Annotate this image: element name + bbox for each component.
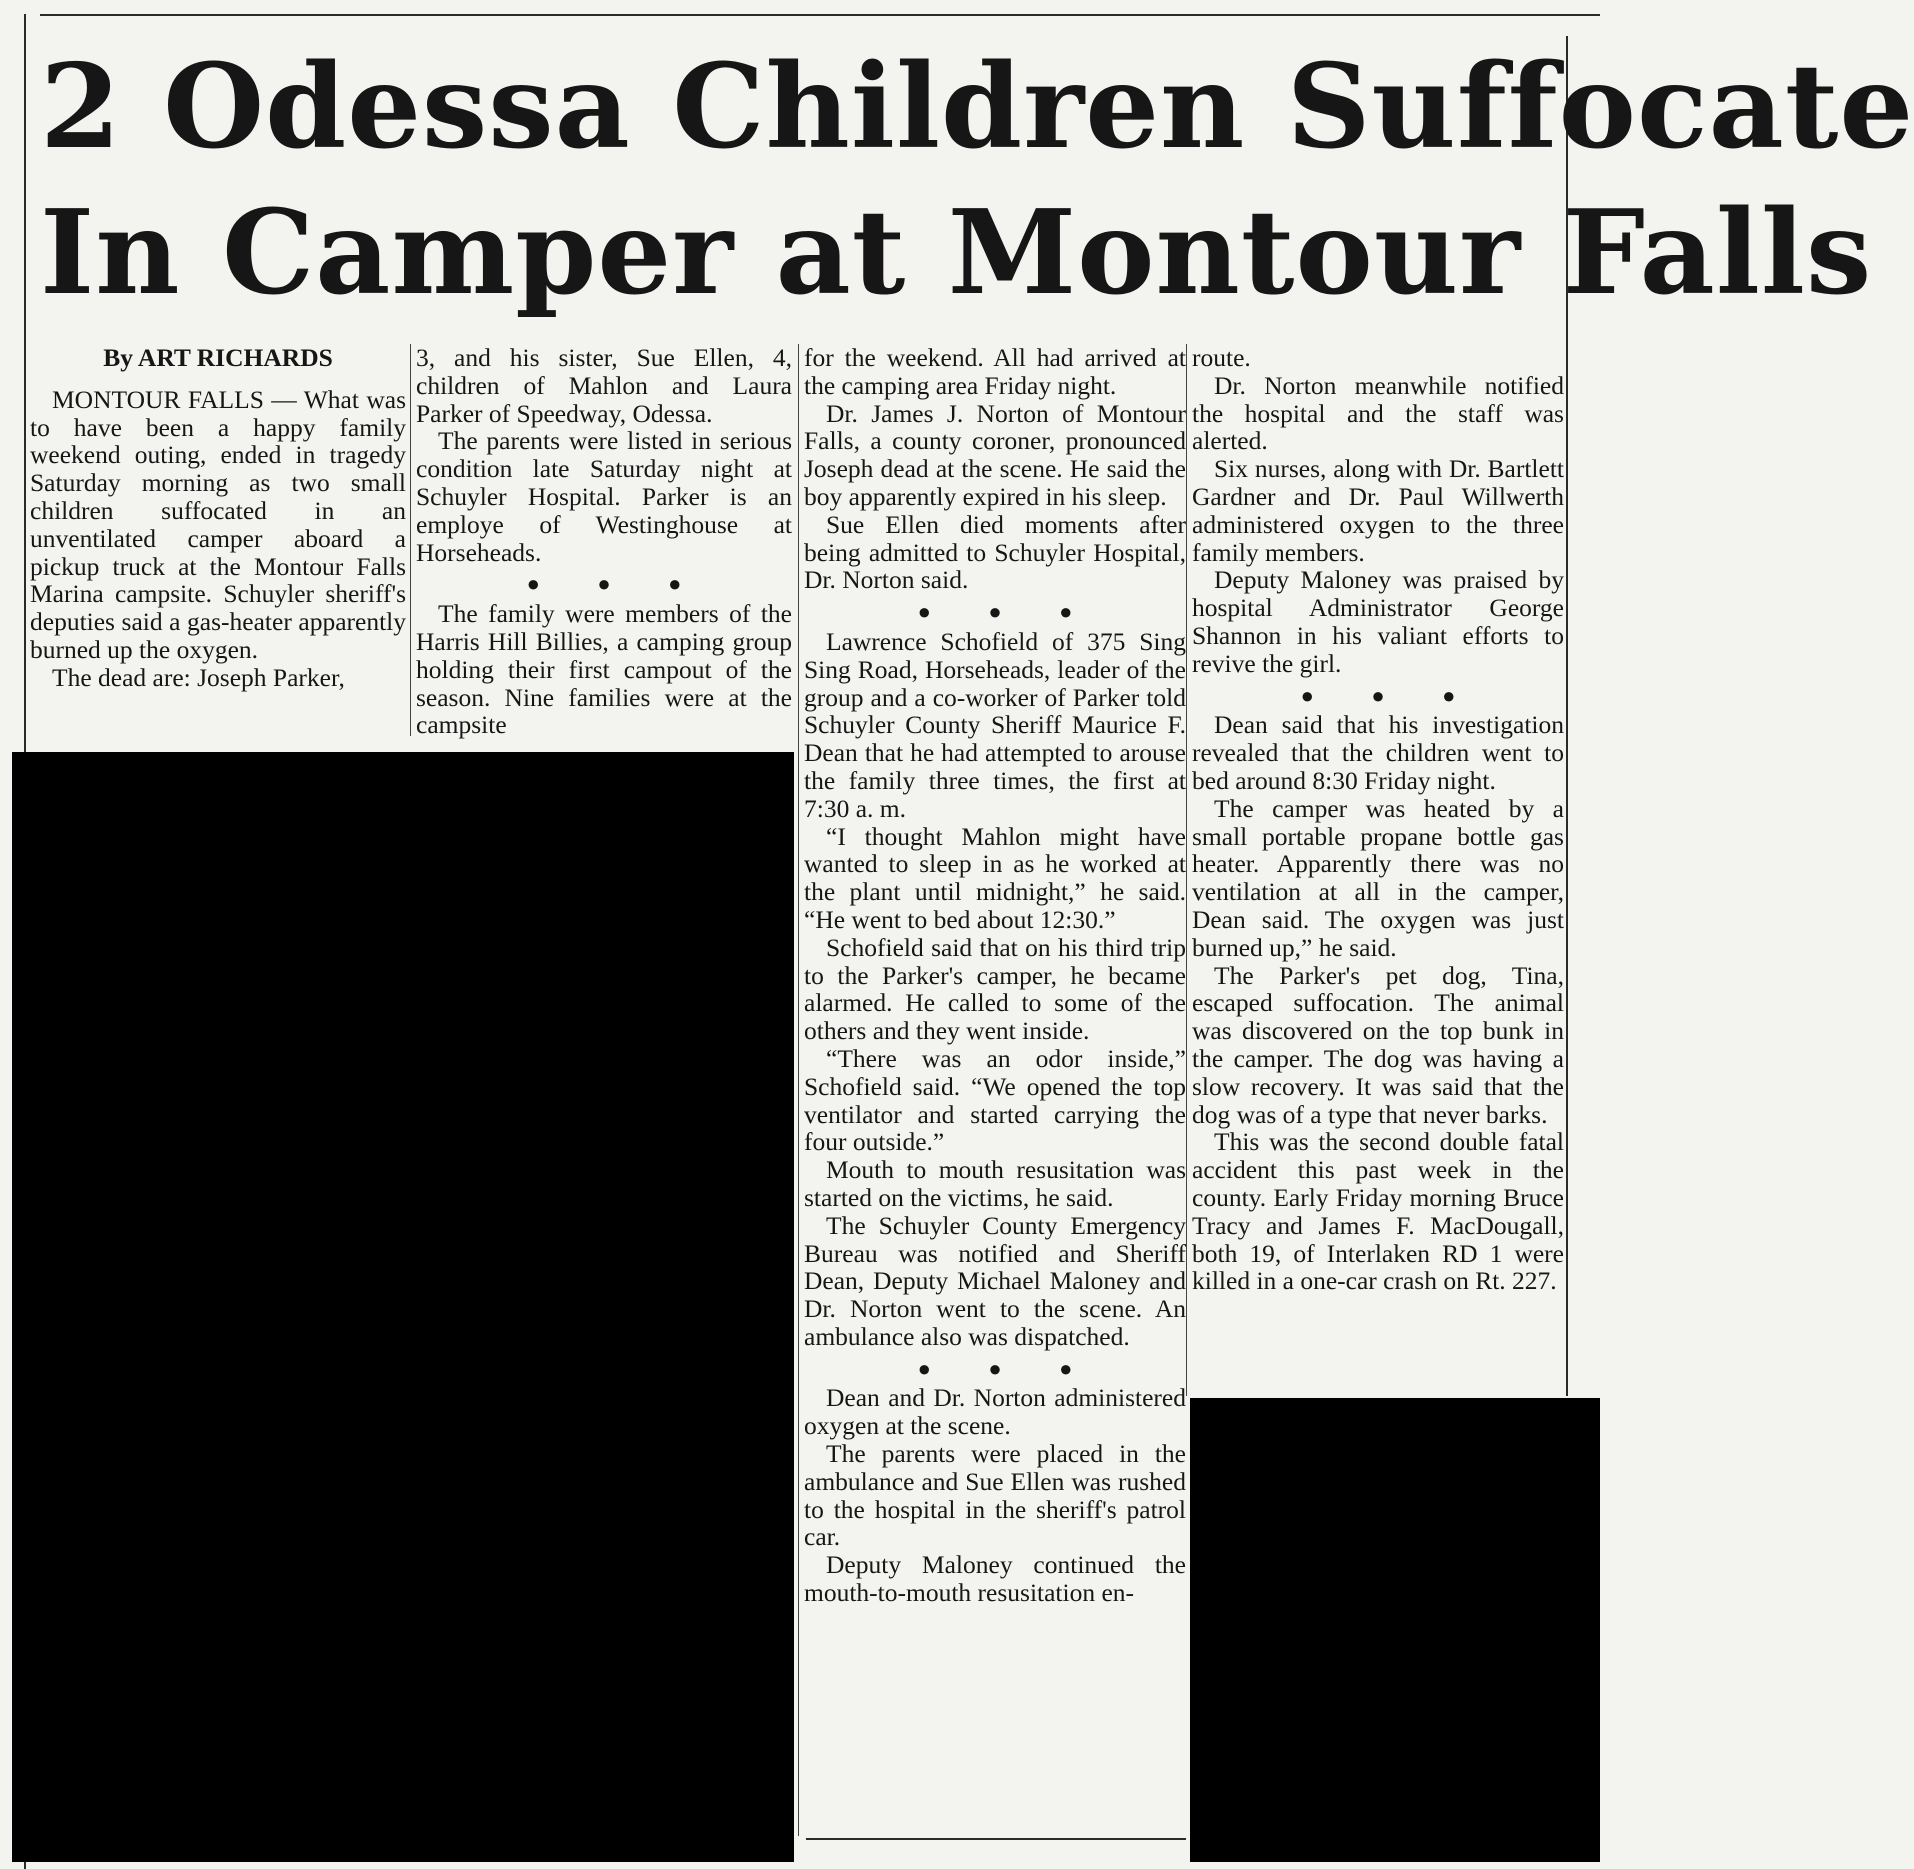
column-4 bbox=[1192, 344, 1564, 1295]
paragraph: The parents were placed in the ambulance and Sue Ellen was rushed to the hospital in the sheriff's patrol car. bbox=[804, 1439, 1186, 1552]
paragraph: The parents were listed in serious condition late Saturday night at Schuyler Hospital. Parker is an employe of Westinghouse at Horseheads. bbox=[416, 426, 792, 567]
column-3 bbox=[804, 344, 1186, 1607]
column-1 bbox=[30, 344, 406, 692]
paragraph: Schofield said that on his third trip to the Parker's camper, he became alarmed. He called to some of the others and they went inside. bbox=[804, 932, 1186, 1046]
paragraph: Mouth to mouth resusitation was started on the victims, he said. bbox=[804, 1155, 1186, 1212]
column-separator bbox=[1186, 344, 1187, 1396]
paragraph: Six nurses, along with Dr. Bartlett Gardner and Dr. Paul Willwerth administered oxygen to the three family members. bbox=[1192, 454, 1564, 567]
section-dots: ● ● ● bbox=[917, 599, 1099, 625]
paragraph: Dean said that his investigation revealed that the children went to bed around 8:30 Friday night. bbox=[1192, 710, 1564, 795]
section-dots: ● ● ● bbox=[526, 571, 708, 597]
headline bbox=[40, 34, 1914, 326]
headline-line-2: In Camper at Montour Falls bbox=[40, 185, 1873, 321]
headline-line-1: 2 Odessa Children Suffocate bbox=[40, 39, 1914, 175]
paragraph: “There was an odor inside,” Schofield said. “We opened the top ventilator and started carrying the four outside.” bbox=[804, 1043, 1186, 1157]
paragraph: The Parker's pet dog, Tina, escaped suffocation. The animal was discovered on the top bunk in the camper. The dog was having a slow recovery. It was said that the dog was of a type that never barks. bbox=[1192, 960, 1564, 1129]
paragraph: for the weekend. All had arrived at the camping area Friday night. bbox=[804, 343, 1186, 400]
paragraph: route. bbox=[1192, 343, 1251, 372]
paragraph: This was the second double fatal accident this past week in the county. Early Friday morning Bruce Tracy and James F. MacDougall, both 19, of Interlaken RD 1 were killed in a one-car crash on Rt. 227. bbox=[1192, 1127, 1564, 1296]
paragraph: The camper was heated by a small portable propane bottle gas heater. Apparently there was no ventilation at all in the camper, Dean said. The oxygen was just burned up,” he said. bbox=[1192, 793, 1564, 962]
top-rule bbox=[40, 14, 1600, 16]
column-2 bbox=[416, 344, 792, 739]
section-dots: ● ● ● bbox=[917, 1355, 1099, 1381]
paragraph: MONTOUR FALLS — What was to have been a happy family weekend outing, ended in tragedy Saturday morning as two small children suffocated in an unventilated camper aboard a pickup truck at the Montour Falls Marina campsite. Schuyler sheriff's deputies said a gas-heater apparently burned up the oxygen. bbox=[30, 384, 406, 664]
paragraph: The Schuyler County Emergency Bureau was notified and Sheriff Dean, Deputy Michael Maloney and Dr. Norton went to the scene. An ambulance also was dispatched. bbox=[804, 1210, 1186, 1351]
paragraph: Dean and Dr. Norton administered oxygen at the scene. bbox=[804, 1383, 1186, 1441]
column-separator bbox=[798, 344, 799, 1836]
paragraph: The family were members of the Harris Hill Billies, a camping group holding their first campout of the season. Nine families were at the campsite bbox=[416, 599, 792, 740]
section-dots: ● ● ● bbox=[1300, 682, 1482, 708]
paragraph: 3, and his sister, Sue Ellen, 4, children of Mahlon and Laura Parker of Speedway, Odessa. bbox=[416, 343, 792, 428]
paragraph: “I thought Mahlon might have wanted to sleep in as he worked at the plant until midnight,” he said. “He went to bed about 12:30.” bbox=[804, 821, 1186, 934]
paragraph: Deputy Maloney continued the mouth-to-mouth resusitation en- bbox=[804, 1550, 1186, 1608]
paragraph: Dr. James J. Norton of Montour Falls, a county coroner, pronounced Joseph dead at the scene. He said the boy apparently expired in his sleep. bbox=[804, 398, 1186, 511]
paragraph: Dr. Norton meanwhile notified the hospital and the staff was alerted. bbox=[1192, 370, 1564, 456]
bottom-rule bbox=[806, 1838, 1186, 1840]
paragraph: Lawrence Schofield of 375 Sing Sing Road, Horseheads, leader of the group and a co-worker of Parker told Schuyler County Sheriff Maurice F. Dean that he had attempted to arouse the family three times, the first at 7:30 a. m. bbox=[804, 626, 1186, 823]
paragraph: The dead are: Joseph Parker, bbox=[52, 662, 345, 692]
redacted-block-left bbox=[12, 752, 794, 1862]
paragraph: Sue Ellen died moments after being admitted to Schuyler Hospital, Dr. Norton said. bbox=[804, 509, 1186, 595]
column-separator bbox=[410, 344, 411, 736]
redacted-block-right bbox=[1190, 1398, 1600, 1862]
byline: By ART RICHARDS bbox=[103, 343, 333, 372]
paragraph: Deputy Maloney was praised by hospital Administrator George Shannon in his valiant efforts to revive the girl. bbox=[1192, 565, 1564, 678]
